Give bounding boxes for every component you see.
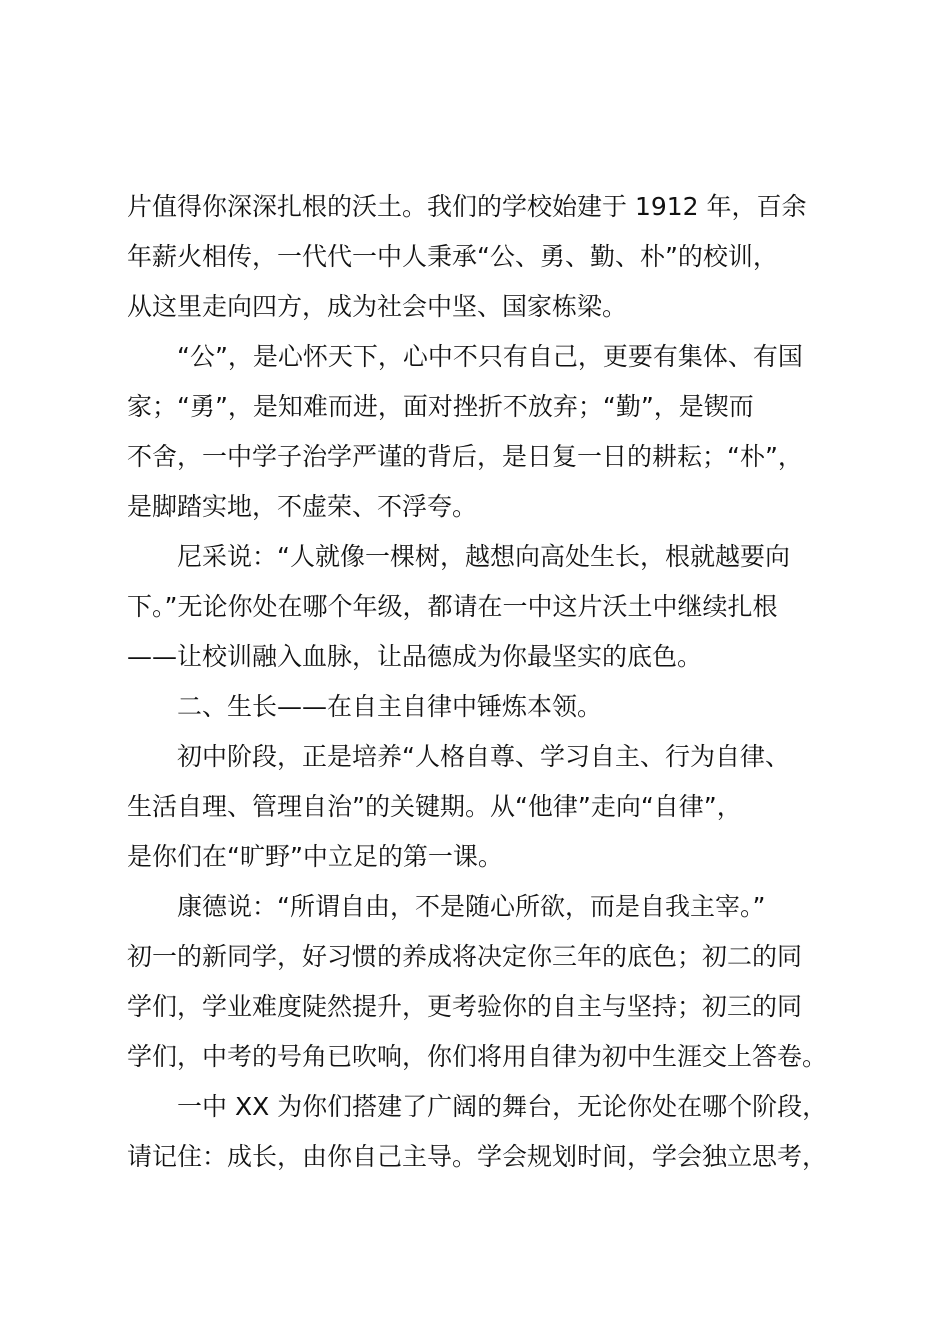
text-line: ——让校训融入血脉，让品德成为你最坚实的底色。 xyxy=(127,642,703,671)
paragraph-kant-quote xyxy=(127,882,847,1082)
text-line: 年薪火相传，一代代一中人秉承“公、勇、勤、朴”的校训， xyxy=(127,242,778,271)
paragraph-nietzsche-quote xyxy=(127,532,847,682)
text-line: 学们，学业难度陡然提升，更考验你的自主与坚持；初三的同 xyxy=(127,992,803,1021)
paragraph-school-motto xyxy=(127,332,847,532)
text-line: 请记住：成长，由你自己主导。学会规划时间，学会独立思考， xyxy=(127,1142,828,1171)
paragraph-school-history xyxy=(127,182,847,332)
document-body xyxy=(127,182,847,1182)
paragraph-stage-platform xyxy=(127,1082,847,1182)
section-heading-growth xyxy=(127,682,847,732)
text-line: 初一的新同学，好习惯的养成将决定你三年的底色；初二的同 xyxy=(127,942,803,971)
text-line: 二、生长——在自主自律中锤炼本领。 xyxy=(177,692,603,721)
text-line: 一中 XX 为你们搭建了广阔的舞台，无论你处在哪个阶段， xyxy=(177,1092,828,1121)
text-line: 是脚踏实地，不虚荣、不浮夸。 xyxy=(127,492,478,521)
text-line: 下。”无论你处在哪个年级，都请在一中这片沃土中继续扎根 xyxy=(127,592,778,621)
text-line: “公”，是心怀天下，心中不只有自己，更要有集体、有国 xyxy=(177,342,803,371)
text-line: 从这里走向四方，成为社会中坚、国家栋梁。 xyxy=(127,292,628,321)
paragraph-junior-stage xyxy=(127,732,847,882)
text-line: 初中阶段，正是培养“人格自尊、学习自主、行为自律、 xyxy=(177,742,790,771)
text-line: 尼采说：“人就像一棵树，越想向高处生长，根就越要向 xyxy=(177,542,790,571)
text-line: 生活自理、管理自治”的关键期。从“他律”走向“自律”， xyxy=(127,792,742,821)
text-line: 片值得你深深扎根的沃土。我们的学校始建于 1912 年，百余 xyxy=(127,192,807,221)
text-line: 是你们在“旷野”中立足的第一课。 xyxy=(127,842,503,871)
text-line: 家；“勇”，是知难而进，面对挫折不放弃；“勤”，是锲而 xyxy=(127,392,754,421)
text-line: 学们，中考的号角已吹响，你们将用自律为初中生涯交上答卷。 xyxy=(127,1042,828,1071)
text-line: 不舍，一中学子治学严谨的背后，是日复一日的耕耘；“朴”， xyxy=(127,442,803,471)
text-line: 康德说：“所谓自由，不是随心所欲，而是自我主宰。” xyxy=(177,892,766,921)
